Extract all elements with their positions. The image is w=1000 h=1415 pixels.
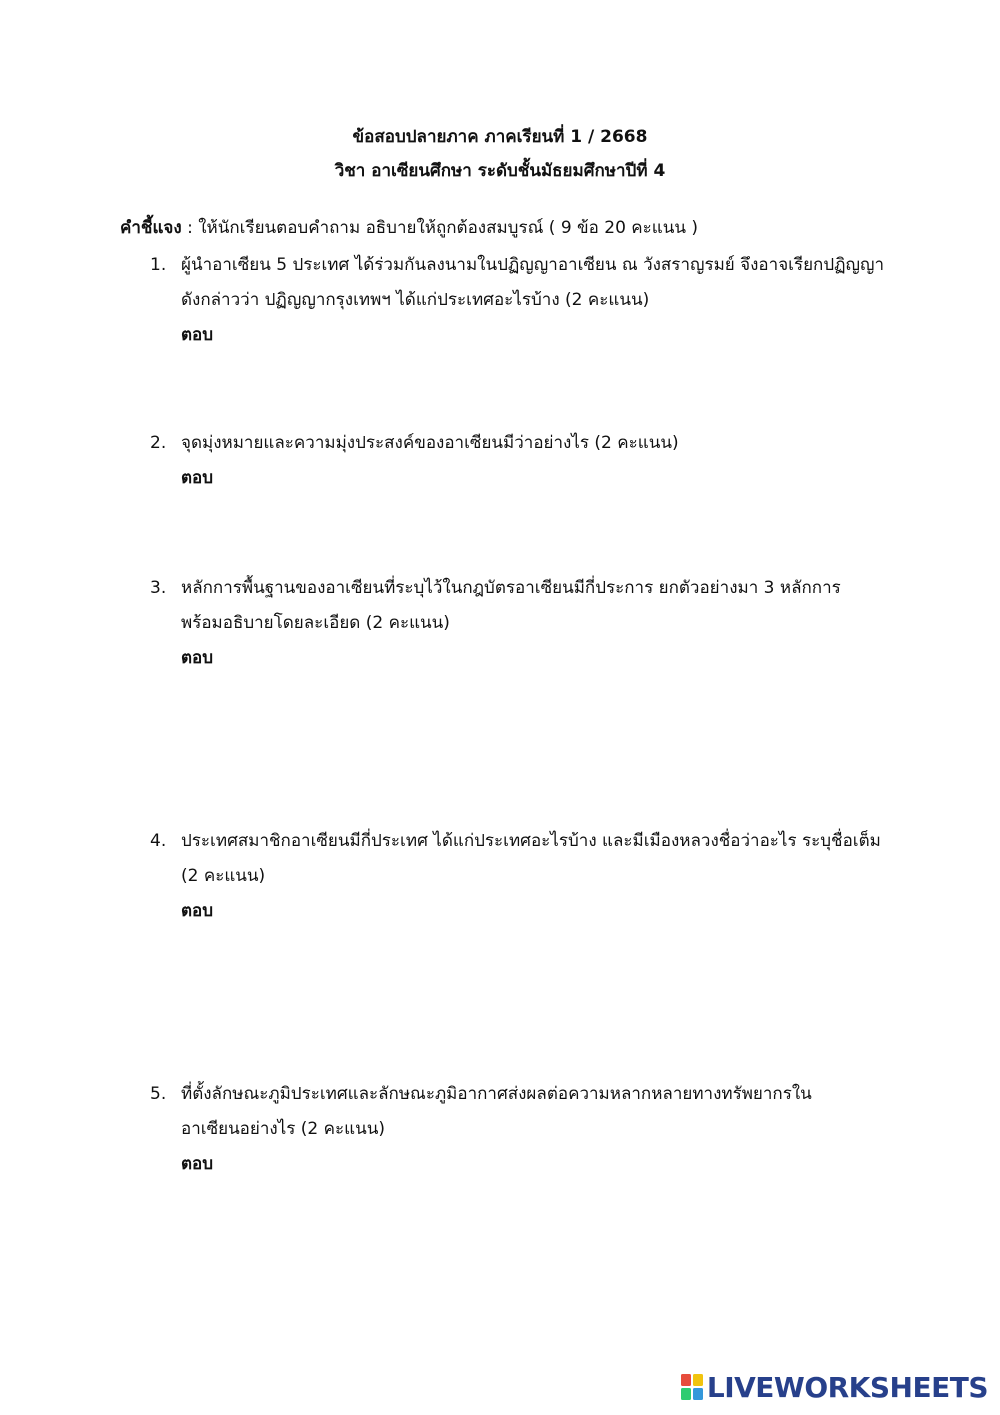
question-1 <box>150 248 910 353</box>
answer-label: ตอบ <box>181 1154 214 1174</box>
question-number: 1. <box>150 255 167 275</box>
question-5 <box>150 1077 910 1182</box>
question-text-line: อาเซียนอย่างไร (2 คะแนน) <box>181 1119 385 1139</box>
answer-label: ตอบ <box>181 648 214 668</box>
exam-header <box>0 120 1000 188</box>
instructions <box>120 214 920 242</box>
brand-name: LIVEWORKSHEETS <box>706 1370 988 1404</box>
question-3 <box>150 571 910 676</box>
question-text-line: พร้อมอธิบายโดยละเอียด (2 คะแนน) <box>181 613 450 633</box>
question-text-line: ผู้นำอาเซียน 5 ประเทศ ได้ร่วมกันลงนามในปฏิญญาอาเซียน ณ วังสราญรมย์ จึงอาจเรียกปฏิญญา <box>181 255 885 275</box>
question-number: 5. <box>150 1084 167 1104</box>
question-text-line: ประเทศสมาชิกอาเซียนมีกี่ประเทศ ได้แก่ประเทศอะไรบ้าง และมีเมืองหลวงชื่อว่าอะไร ระบุชื่อเต็ม <box>181 831 881 851</box>
question-text-line: (2 คะแนน) <box>181 866 266 886</box>
liveworksheets-logo-icon <box>681 1374 703 1400</box>
liveworksheets-branding <box>681 1367 988 1407</box>
question-text-line: ดังกล่าวว่า ปฏิญญากรุงเทพฯ ได้แก่ประเทศอะไรบ้าง (2 คะแนน) <box>181 290 650 310</box>
question-text-line: หลักการพื้นฐานของอาเซียนที่ระบุไว้ในกฎบัตรอาเซียนมีกี่ประการ ยกตัวอย่างมา 3 หลักการ <box>181 578 841 598</box>
exam-subtitle: วิชา อาเซียนศึกษา ระดับชั้นมัธยมศึกษาปีที่ 4 <box>334 161 666 181</box>
question-number: 2. <box>150 433 167 453</box>
answer-label: ตอบ <box>181 325 214 345</box>
question-number: 3. <box>150 578 167 598</box>
question-4 <box>150 824 910 929</box>
instructions-text: : ให้นักเรียนตอบคำถาม อธิบายให้ถูกต้องสมบูรณ์ ( 9 ข้อ 20 คะแนน ) <box>181 218 699 238</box>
question-number: 4. <box>150 831 167 851</box>
question-2 <box>150 426 910 496</box>
exam-title: ข้อสอบปลายภาค ภาคเรียนที่ 1 / 2668 <box>352 127 648 147</box>
answer-label: ตอบ <box>181 901 214 921</box>
instructions-label: คำชี้แจง <box>120 218 182 238</box>
question-text-line: ที่ตั้งลักษณะภูมิประเทศและลักษณะภูมิอากาศส่งผลต่อความหลากหลายทางทรัพยากรใน <box>181 1084 812 1104</box>
question-text-line: จุดมุ่งหมายและความมุ่งประสงค์ของอาเซียนมีว่าอย่างไร (2 คะแนน) <box>181 433 679 453</box>
answer-label: ตอบ <box>181 468 214 488</box>
